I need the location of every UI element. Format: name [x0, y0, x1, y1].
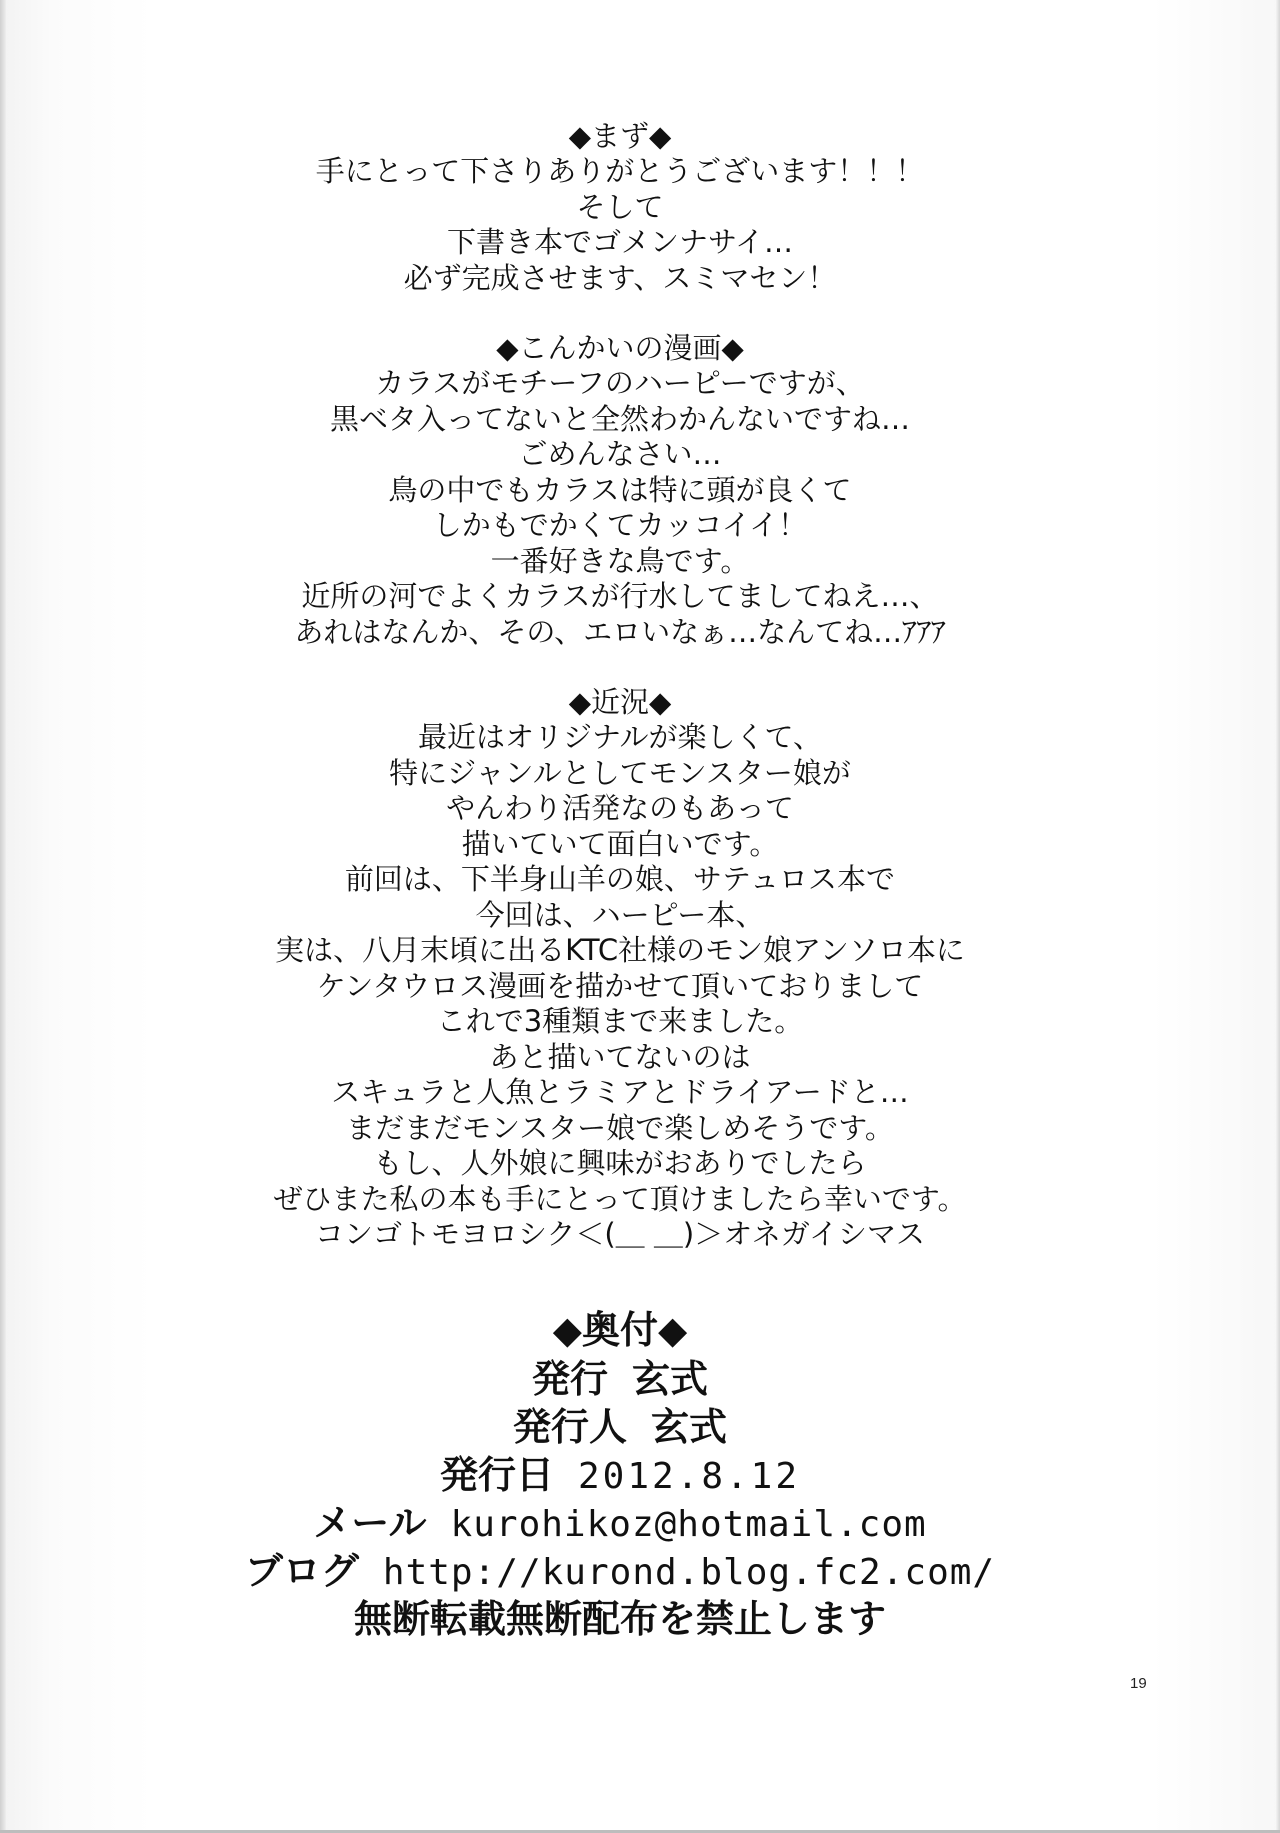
text-line: カラスがモチーフのハーピーですが、 — [375, 366, 865, 400]
blog-value: http://kurond.blog.fc2.com/ — [382, 1552, 996, 1593]
text-line: 近所の河でよくカラスが行水してましてねえ…、 — [301, 579, 939, 613]
text-line: もし、人外娘に興味がおありでしたら — [373, 1146, 867, 1180]
section-heading: ◆まず◆ — [568, 119, 672, 153]
mail-label: メール — [313, 1501, 427, 1545]
text-line: やんわり活発なのもあって — [446, 791, 794, 825]
section-gap — [150, 650, 1090, 684]
mail-value: kurohikoz@hotmail.com — [450, 1504, 927, 1545]
colophon-heading: ◆奥付◆ — [552, 1308, 688, 1352]
text-line: そして — [576, 189, 664, 224]
section-heading: ◆近況◆ — [568, 685, 672, 719]
text-line: あと描いてないのは — [489, 1039, 751, 1074]
page-number: 19 — [1130, 1675, 1147, 1692]
text-line: 一番好きな鳥です。 — [490, 543, 750, 578]
colophon-blog — [150, 1547, 1090, 1595]
page-left-edge — [0, 0, 6, 1833]
text-line: 下書き本でゴメンナサイ… — [447, 225, 793, 259]
text-line: 描いていて面白いです。 — [461, 826, 779, 861]
publisher-label: 発行 — [531, 1357, 608, 1401]
section-this-manga — [150, 330, 1090, 650]
text-line: ぜひまた私の本も手にとって頂けましたら幸いです。 — [273, 1181, 967, 1216]
colophon-date — [150, 1451, 1090, 1499]
text-line: 黒ベタ入ってないと全然わかんないですね… — [329, 401, 910, 436]
text-line: スキュラと人魚とラミアとドライアードと… — [331, 1075, 909, 1109]
text-line: これで3種類まで来ました。 — [436, 1004, 804, 1038]
colophon-mail — [150, 1499, 1090, 1547]
text-line: まだまだモンスター娘で楽しめそうです。 — [346, 1110, 894, 1145]
text-line: 手にとって下さりありがとうございます！！！ — [315, 154, 925, 188]
text-line: 必ず完成させます、スミマセン！ — [403, 260, 837, 295]
text-line: 前回は、下半身山羊の娘、サテュロス本で — [344, 862, 896, 896]
text-line: 今回は、ハーピー本、 — [475, 897, 765, 932]
issuer-value: 玄式 — [651, 1405, 728, 1449]
date-value: 2012.8.12 — [577, 1456, 801, 1497]
text-line: 特にジャンルとしてモンスター娘が — [389, 755, 851, 790]
text-line: 実は、八月末頃に出るKTC社様のモン娘アンソロ本に — [275, 933, 965, 967]
text-line: 鳥の中でもカラスは特に頭が良くて — [388, 472, 852, 507]
issuer-label: 発行人 — [512, 1405, 627, 1449]
date-label: 発行日 — [439, 1453, 554, 1497]
page-right-edge — [1276, 0, 1280, 1833]
blog-label: ブログ — [244, 1549, 359, 1593]
text-line: ケンタウロス漫画を描かせて頂いておりまして — [316, 968, 924, 1003]
section-first — [150, 118, 1090, 296]
section-gap — [150, 296, 1090, 330]
colophon-issuer — [150, 1403, 1090, 1451]
afterword-text — [150, 118, 1090, 1253]
text-line: 最近はオリジナルが楽しくて、 — [418, 720, 822, 754]
text-line: コンゴトモヨロシク＜(＿ ＿)＞オネガイシマス — [314, 1217, 926, 1251]
colophon — [150, 1306, 1090, 1643]
text-line: ごめんなさい… — [518, 437, 722, 471]
colophon-publisher — [150, 1355, 1090, 1403]
publisher-value: 玄式 — [632, 1357, 709, 1401]
reprint-prohibited-notice: 無断転載無断配布を禁止します — [353, 1597, 886, 1641]
section-recent-news — [150, 684, 1090, 1253]
text-line: しかもでかくてカッコイイ！ — [432, 508, 808, 542]
text-line: あれはなんか、その、エロいなぁ…なんてね…ｱｱｱ — [294, 614, 946, 649]
section-heading: ◆こんかいの漫画◆ — [496, 331, 744, 365]
